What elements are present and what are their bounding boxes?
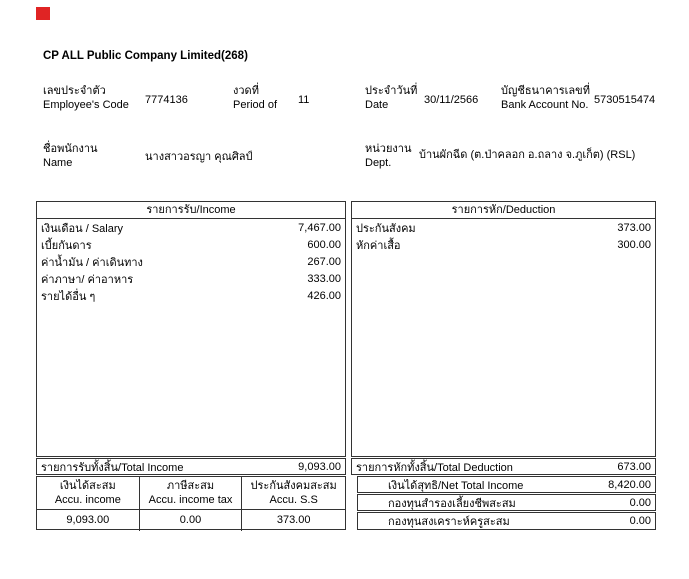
accu-income-header-en: Accu. income (54, 493, 121, 506)
accu-ss-header-th: ประกันสังคมสะสม (250, 480, 337, 492)
provident-fund-amount: 0.00 (629, 496, 651, 509)
company-title: CP ALL Public Company Limited(268) (43, 50, 248, 62)
dept-value: บ้านผักฉีด (ต.ป่าคลอก อ.ถลาง จ.ภูเก็ต) (RSL) (419, 149, 636, 161)
deduction-table (351, 201, 656, 457)
employee-code-label (43, 85, 129, 112)
teacher-aid-fund-row (357, 512, 656, 530)
net-total-income-amount: 8,420.00 (608, 478, 651, 491)
dept-label (365, 143, 411, 170)
bank-account-label (501, 85, 590, 112)
accu-ss-header (242, 477, 345, 510)
teacher-aid-fund-amount: 0.00 (629, 515, 651, 527)
total-income-row (36, 458, 346, 475)
income-item-amount: 426.00 (307, 289, 341, 302)
bank-account-label-en: Bank Account No. (501, 98, 589, 111)
accu-ss-value: 373.00 (276, 514, 311, 526)
income-item-amount: 600.00 (307, 238, 341, 251)
date-value: 30/11/2566 (424, 94, 479, 106)
date-label-en: Date (365, 98, 389, 111)
income-item-label: รายได้อื่น ๆ (41, 290, 96, 303)
accumulated-table (36, 476, 346, 530)
total-deduction-amount: 673.00 (617, 460, 651, 473)
deduction-item-label: ประกันสังคม (356, 222, 416, 235)
dept-label-th: หน่วยงาน (365, 143, 412, 155)
income-item-row (37, 287, 345, 304)
income-item-row (37, 253, 345, 270)
accu-tax-header-en: Accu. income tax (148, 493, 233, 506)
net-total-income-row (357, 476, 656, 493)
deduction-item-label: หักค่าเสื้อ (356, 239, 401, 252)
income-item-row (37, 236, 345, 253)
provident-fund-label: กองทุนสำรองเลี้ยงชีพสะสม (388, 497, 516, 510)
bank-account-value: 5730515474 (594, 94, 656, 106)
income-item-row (37, 219, 345, 236)
income-item-row (37, 270, 345, 287)
total-deduction-label: รายการหักทั้งสิ้น/Total Deduction (356, 461, 513, 474)
accu-income-header-th: เงินได้สะสม (59, 480, 116, 492)
accumulated-header-row (37, 477, 345, 510)
income-table (36, 201, 346, 457)
dept-label-en: Dept. (365, 156, 392, 169)
income-table-header: รายการรับ/Income (37, 202, 345, 219)
employee-name-label-th: ชื่อพนักงาน (43, 143, 98, 155)
red-brand-mark-icon (36, 7, 50, 20)
income-item-amount: 267.00 (307, 255, 341, 268)
accumulated-value-row (37, 510, 345, 531)
employee-name-label (43, 143, 98, 170)
income-item-label: เงินเดือน / Salary (41, 222, 124, 235)
bank-account-label-th: บัญชีธนาคารเลขที่ (501, 85, 590, 97)
period-label-th: งวดที่ (233, 85, 259, 97)
income-item-label: ค่าภาษา/ ค่าอาหาร (41, 273, 134, 286)
deduction-table-header: รายการหัก/Deduction (352, 202, 655, 219)
teacher-aid-fund-label: กองทุนสงเคราะห์ครูสะสม (388, 516, 510, 528)
employee-code-label-en: Employee's Code (43, 98, 129, 111)
deduction-item-amount: 373.00 (617, 221, 651, 234)
accu-tax-header-th: ภาษีสะสม (166, 480, 215, 492)
period-label-en: Period of (233, 98, 278, 111)
employee-code-label-th: เลขประจำตัว (43, 85, 106, 97)
date-label-th: ประจำวันที่ (365, 85, 418, 97)
accu-ss-header-en: Accu. S.S (269, 493, 318, 506)
deduction-item-row (352, 236, 655, 253)
income-item-amount: 333.00 (307, 272, 341, 285)
income-item-amount: 7,467.00 (298, 221, 341, 234)
net-total-income-label: เงินได้สุทธิ/Net Total Income (388, 479, 524, 492)
period-label (233, 85, 277, 112)
employee-name-label-en: Name (43, 156, 73, 169)
accu-income-header (37, 477, 140, 510)
total-deduction-row (351, 458, 656, 475)
provident-fund-row (357, 494, 656, 511)
deduction-item-amount: 300.00 (617, 238, 651, 251)
employee-name-value: นางสาวอรญา คุณศิลป์ (145, 151, 253, 163)
total-income-label: รายการรับทั้งสิ้น/Total Income (41, 461, 184, 474)
accu-income-value: 9,093.00 (37, 510, 140, 531)
accu-tax-value: 0.00 (140, 510, 243, 531)
accu-tax-header (140, 477, 243, 510)
income-item-label: เบี้ยกันดาร (41, 239, 92, 252)
employee-code-value: 7774136 (145, 94, 188, 106)
period-value: 11 (298, 94, 310, 106)
income-item-label: ค่าน้ำมัน / ค่าเดินทาง (41, 256, 143, 269)
date-label (365, 85, 417, 112)
total-income-amount: 9,093.00 (298, 460, 341, 473)
deduction-item-row (352, 219, 655, 236)
